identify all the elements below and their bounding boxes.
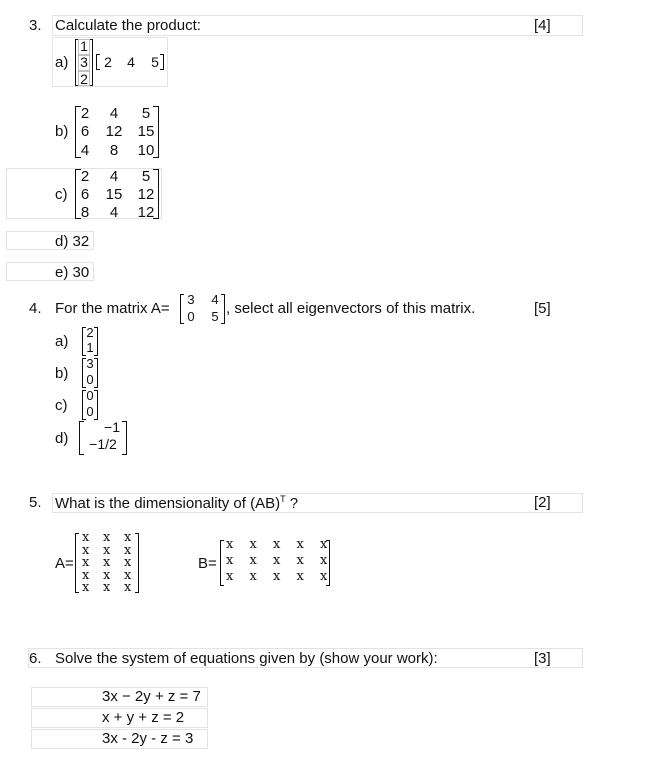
matrix-placeholder-entry: x	[82, 555, 90, 570]
q4-option-a-label: a)	[55, 333, 69, 350]
q5-number: 5.	[29, 494, 42, 511]
matrix-placeholder-entry: x	[273, 569, 281, 584]
q6-equation-1: 3x − 2y + z = 7	[102, 688, 201, 705]
matrix-entry: 0	[187, 309, 195, 324]
matrix-entry: 6	[80, 123, 90, 140]
q4-number: 4.	[29, 300, 42, 317]
matrix-placeholder-entry: x	[82, 567, 90, 583]
matrix-placeholder-entry: x	[226, 569, 234, 584]
matrix-placeholder-entry: x	[103, 555, 111, 570]
q4-marks: [5]	[534, 300, 551, 317]
matrix-placeholder-entry: x	[249, 553, 257, 568]
matrix-entry: 2	[80, 105, 90, 122]
q6-equation-3: 3x - 2y - z = 3	[102, 730, 194, 747]
vector-entry: 1	[86, 340, 94, 355]
matrix-placeholder-entry: x	[320, 537, 328, 552]
matrix-placeholder-entry: x	[249, 537, 257, 552]
q5-matrix-b-label: B=	[198, 555, 217, 572]
matrix-entry: 12	[137, 204, 155, 221]
matrix-entry: 6	[80, 186, 90, 203]
q4-question-pre: For the matrix A=	[55, 300, 170, 317]
matrix-entry: 4	[109, 105, 119, 122]
q3-option-c-label: c)	[55, 186, 68, 203]
vector-entry: 0	[86, 404, 94, 419]
matrix-entry: 15	[137, 123, 155, 140]
matrix-placeholder-entry: x	[103, 580, 111, 595]
q4-option-c-label: c)	[55, 397, 68, 414]
q3-marks: [4]	[534, 17, 551, 34]
matrix-entry: 5	[141, 168, 151, 185]
vector-entry: 0	[86, 388, 94, 403]
q6-number: 6.	[29, 650, 42, 667]
matrix-placeholder-entry: x	[103, 530, 111, 545]
matrix-placeholder-entry: x	[124, 530, 132, 545]
matrix-placeholder-entry: x	[103, 567, 111, 583]
vector-entry: 2	[104, 54, 112, 70]
vector-entry: 3	[86, 356, 94, 371]
matrix-entry: 2	[80, 168, 90, 185]
matrix-placeholder-entry: x	[320, 569, 328, 584]
matrix-entry: 8	[80, 204, 90, 221]
q6-equation-2: x + y + z = 2	[102, 709, 185, 726]
matrix-entry: 4	[211, 292, 219, 307]
vector-entry: 0	[86, 372, 94, 387]
matrix-entry: 4	[109, 168, 119, 185]
matrix-placeholder-entry: x	[124, 555, 132, 570]
q5-marks: [2]	[534, 494, 551, 511]
q6-marks: [3]	[534, 650, 551, 667]
matrix-placeholder-entry: x	[296, 537, 304, 552]
vector-entry: 3	[80, 54, 88, 70]
q4-question-post: , select all eigenvectors of this matrix.	[226, 300, 476, 317]
matrix-placeholder-entry: x	[273, 553, 281, 568]
matrix-entry: 4	[80, 142, 90, 159]
q3-question: Calculate the product:	[55, 17, 201, 34]
matrix-entry: 4	[109, 204, 119, 221]
matrix-entry: 5	[211, 309, 219, 324]
matrix-placeholder-entry: x	[273, 537, 281, 552]
q3-number: 3.	[29, 17, 42, 34]
matrix-entry: 15	[105, 186, 123, 203]
matrix-entry: 8	[109, 142, 119, 159]
vector-entry: 4	[127, 54, 135, 70]
matrix-placeholder-entry: x	[124, 580, 132, 595]
q3-option-b-label: b)	[55, 123, 69, 140]
matrix-entry: 3	[187, 292, 195, 307]
matrix-placeholder-entry: x	[124, 542, 132, 558]
vector-entry: 2	[80, 71, 88, 87]
matrix-placeholder-entry: x	[103, 542, 111, 558]
q3-option-a-label: a)	[55, 54, 69, 71]
vector-entry: −1/2	[89, 436, 117, 452]
matrix-placeholder-entry: x	[296, 553, 304, 568]
matrix-placeholder-entry: x	[320, 553, 328, 568]
matrix-placeholder-entry: x	[226, 537, 234, 552]
matrix-entry: 10	[137, 142, 155, 159]
matrix-placeholder-entry: x	[296, 569, 304, 584]
matrix-placeholder-entry: x	[226, 553, 234, 568]
matrix-placeholder-entry: x	[82, 530, 90, 545]
vector-entry: 5	[151, 54, 159, 70]
matrix-entry: 5	[141, 105, 151, 122]
vector-entry: −1	[104, 419, 120, 435]
q6-question: Solve the system of equations given by (show your work):	[55, 650, 438, 667]
matrix-placeholder-entry: x	[124, 567, 132, 583]
q4-option-b-label: b)	[55, 365, 69, 382]
vector-entry: 2	[86, 325, 94, 340]
q5-matrix-a-label: A=	[55, 555, 74, 572]
q4-option-d-label: d)	[55, 430, 69, 447]
matrix-placeholder-entry: x	[249, 569, 257, 584]
q3-option-e: e) 30	[55, 264, 90, 281]
matrix-placeholder-entry: x	[82, 542, 90, 558]
matrix-placeholder-entry: x	[82, 580, 90, 595]
q3-option-d: d) 32	[55, 233, 90, 250]
matrix-entry: 12	[105, 123, 123, 140]
matrix-entry: 12	[137, 186, 155, 203]
q5-question: What is the dimensionality of (AB)$^T$ ?	[55, 494, 299, 512]
vector-entry: 1	[80, 38, 88, 54]
